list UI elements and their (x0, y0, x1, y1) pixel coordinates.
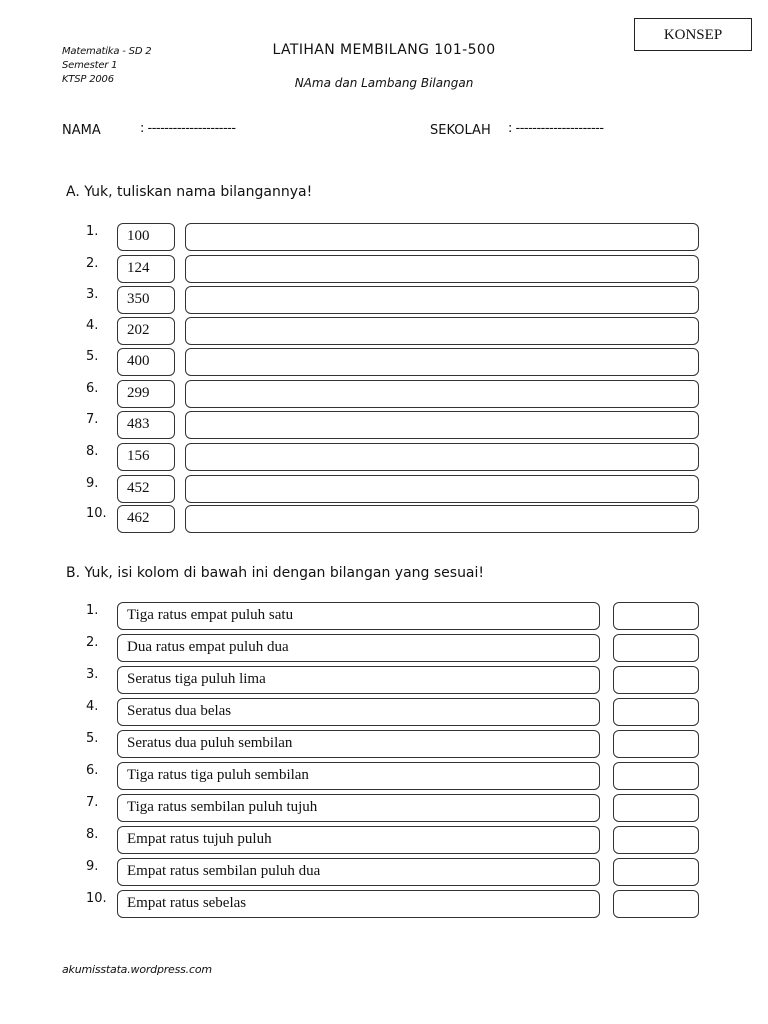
section-a-number-box: 299 (117, 380, 175, 408)
section-a-answer-box[interactable] (185, 223, 699, 251)
meta-curriculum: KTSP 2006 (62, 74, 114, 85)
name-blank[interactable]: : --------------------- (140, 121, 236, 136)
section-b-item-number: 9. (86, 859, 99, 874)
section-b-text-box: Seratus dua puluh sembilan (117, 730, 600, 758)
konsep-badge: KONSEP (634, 18, 752, 51)
meta-subject: Matematika - SD 2 (62, 46, 152, 57)
section-b-item-number: 10. (86, 891, 107, 906)
section-a-answer-box[interactable] (185, 255, 699, 283)
section-a-answer-box[interactable] (185, 475, 699, 503)
section-a-number-box: 202 (117, 317, 175, 345)
section-b-text-box: Dua ratus empat puluh dua (117, 634, 600, 662)
section-a-answer-box[interactable] (185, 348, 699, 376)
section-b-answer-box[interactable] (613, 730, 699, 758)
section-b-answer-box[interactable] (613, 634, 699, 662)
section-a-number-box: 400 (117, 348, 175, 376)
school-label: SEKOLAH (430, 123, 491, 138)
footer-site: akumisstata.wordpress.com (62, 963, 212, 976)
section-b-item-number: 7. (86, 795, 99, 810)
section-b-item-number: 5. (86, 731, 99, 746)
section-b-text-box: Seratus dua belas (117, 698, 600, 726)
section-a-item-number: 8. (86, 444, 99, 459)
section-a-item-number: 7. (86, 412, 99, 427)
section-b-answer-box[interactable] (613, 826, 699, 854)
section-b-answer-box[interactable] (613, 890, 699, 918)
section-a-answer-box[interactable] (185, 317, 699, 345)
section-b-item-number: 4. (86, 699, 99, 714)
section-a-answer-box[interactable] (185, 411, 699, 439)
section-a-answer-box[interactable] (185, 380, 699, 408)
meta-semester: Semester 1 (62, 60, 118, 71)
section-b-answer-box[interactable] (613, 602, 699, 630)
section-a-item-number: 3. (86, 287, 99, 302)
section-b-text-box: Seratus tiga puluh lima (117, 666, 600, 694)
section-b-answer-box[interactable] (613, 794, 699, 822)
section-b-answer-box[interactable] (613, 858, 699, 886)
section-b-text-box: Tiga ratus sembilan puluh tujuh (117, 794, 600, 822)
section-b-text-box: Tiga ratus empat puluh satu (117, 602, 600, 630)
section-b-item-number: 3. (86, 667, 99, 682)
section-a-item-number: 10. (86, 506, 107, 521)
section-b-text-box: Tiga ratus tiga puluh sembilan (117, 762, 600, 790)
section-b-answer-box[interactable] (613, 698, 699, 726)
section-a-number-box: 124 (117, 255, 175, 283)
section-b-text-box: Empat ratus tujuh puluh (117, 826, 600, 854)
section-b-text-box: Empat ratus sebelas (117, 890, 600, 918)
section-b-answer-box[interactable] (613, 762, 699, 790)
section-a-item-number: 5. (86, 349, 99, 364)
section-b-text-box: Empat ratus sembilan puluh dua (117, 858, 600, 886)
section-a-answer-box[interactable] (185, 286, 699, 314)
section-b-title: B. Yuk, isi kolom di bawah ini dengan bilangan yang sesuai! (66, 565, 485, 581)
section-b-item-number: 8. (86, 827, 99, 842)
section-a-number-box: 462 (117, 505, 175, 533)
section-a-number-box: 350 (117, 286, 175, 314)
section-b-item-number: 1. (86, 603, 99, 618)
section-a-number-box: 100 (117, 223, 175, 251)
section-a-number-box: 483 (117, 411, 175, 439)
school-blank[interactable]: : --------------------- (508, 121, 604, 136)
section-a-item-number: 4. (86, 318, 99, 333)
section-a-number-box: 452 (117, 475, 175, 503)
section-a-answer-box[interactable] (185, 505, 699, 533)
section-a-item-number: 1. (86, 224, 99, 239)
page-title: LATIHAN MEMBILANG 101-500 (272, 42, 496, 58)
section-a-item-number: 9. (86, 476, 99, 491)
page-subtitle: NAma dan Lambang Bilangan (294, 76, 474, 90)
section-a-answer-box[interactable] (185, 443, 699, 471)
section-a-number-box: 156 (117, 443, 175, 471)
section-b-answer-box[interactable] (613, 666, 699, 694)
section-a-item-number: 2. (86, 256, 99, 271)
section-a-title: A. Yuk, tuliskan nama bilangannya! (66, 184, 313, 200)
section-b-item-number: 6. (86, 763, 99, 778)
name-label: NAMA (62, 123, 101, 138)
section-b-item-number: 2. (86, 635, 99, 650)
section-a-item-number: 6. (86, 381, 99, 396)
